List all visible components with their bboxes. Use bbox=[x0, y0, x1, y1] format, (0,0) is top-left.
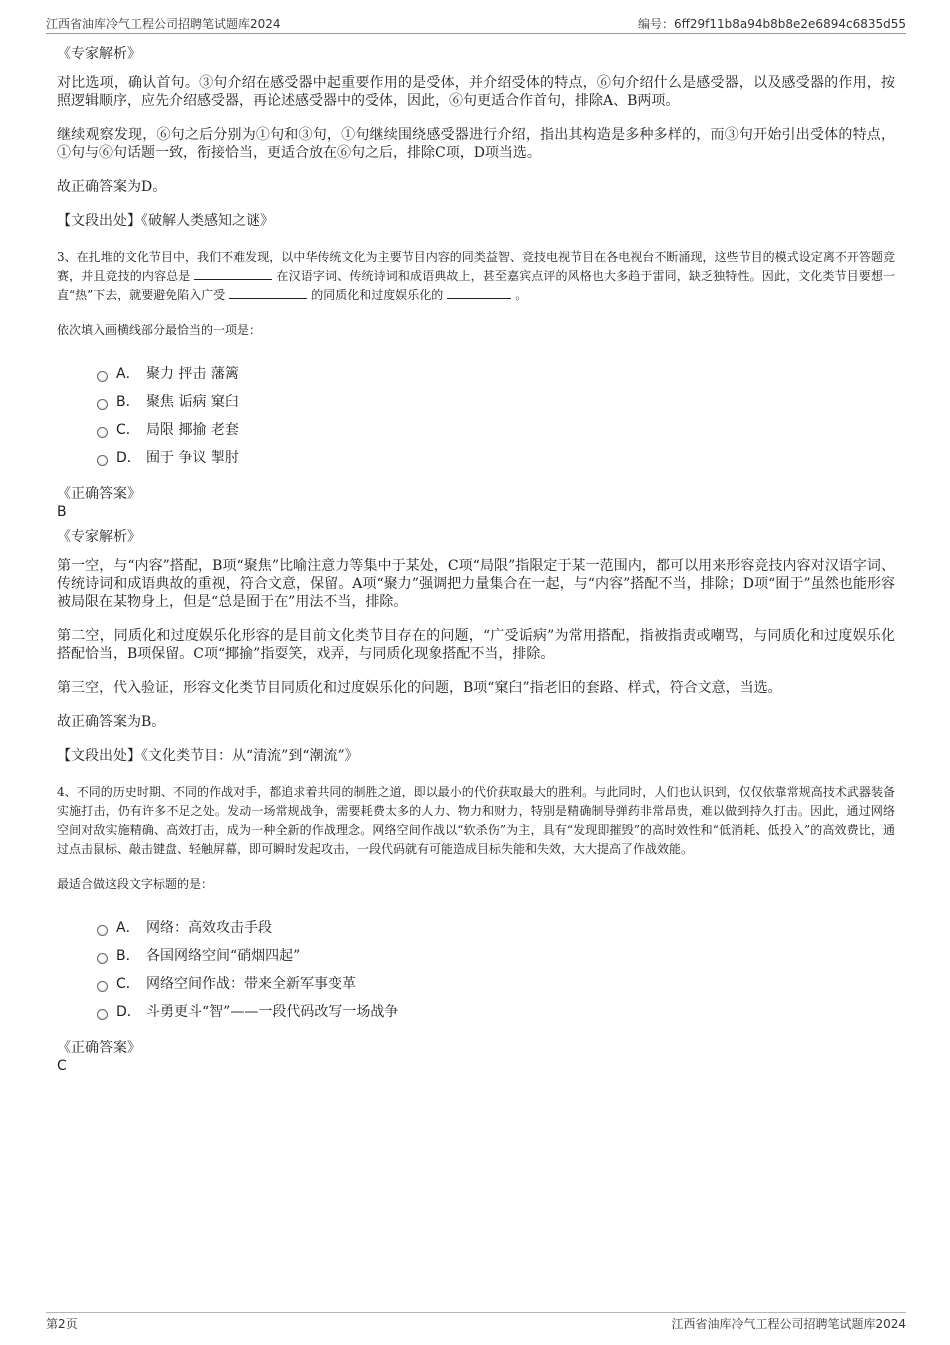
header-title: 江西省油库冷气工程公司招聘笔试题库2024 bbox=[46, 17, 281, 31]
radio-icon[interactable] bbox=[97, 371, 108, 382]
question-3-prompt: 依次填入画横线部分最恰当的一项是： bbox=[57, 323, 262, 337]
option-a[interactable]: A． 网络：高效攻击手段 bbox=[97, 913, 895, 941]
analysis-label: 《专家解析》 bbox=[57, 529, 141, 545]
page-header bbox=[46, 13, 906, 34]
radio-icon[interactable] bbox=[97, 455, 108, 466]
correct-answer-label: 《正确答案》 bbox=[57, 1040, 141, 1056]
question-3-stem: 3、在扎堆的文化节目中，我们不难发现，以中华传统文化为主要节目内容的同类益智、竞技电视节目在各电视台不断涌现，这些节目的模式设定离不开答题竞赛，并且竞技的内容总是 在汉语字词、传统诗词和成语典故上，甚至嘉宾点评的风格也大多趋于雷同，缺乏独特性。因此，文化类节目要想一直“热”下去，就要避免陷入广受 的同质化和过度娱乐化的 。 bbox=[57, 250, 895, 302]
question-4-options bbox=[97, 913, 895, 1025]
source-citation: 【文段出处】《破解人类感知之谜》 bbox=[57, 213, 274, 229]
option-c[interactable]: C． 网络空间作战：带来全新军事变革 bbox=[97, 969, 895, 997]
radio-icon[interactable] bbox=[97, 427, 108, 438]
analysis-paragraph: 第三空，代入验证，形容文化类节目同质化和过度娱乐化的问题，B项“窠臼”指老旧的套路、样式，符合文意，当选。 bbox=[57, 680, 782, 696]
radio-icon[interactable] bbox=[97, 953, 108, 964]
fill-blank bbox=[447, 286, 511, 299]
radio-icon[interactable] bbox=[97, 925, 108, 936]
option-b[interactable]: B． 各国网络空间“硝烟四起” bbox=[97, 941, 895, 969]
correct-answer: C bbox=[57, 1058, 67, 1074]
radio-icon[interactable] bbox=[97, 1009, 108, 1020]
fill-blank bbox=[194, 267, 272, 280]
question-4-prompt: 最适合做这段文字标题的是： bbox=[57, 877, 214, 891]
radio-icon[interactable] bbox=[97, 399, 108, 410]
option-d[interactable]: D． 囿于 争议 掣肘 bbox=[97, 443, 895, 471]
footer-title: 江西省油库冷气工程公司招聘笔试题库2024 bbox=[671, 1317, 906, 1331]
question-4-stem: 4、不同的历史时期、不同的作战对手，都追求着共同的制胜之道，即以最小的代价获取最大的胜利。与此同时，人们也认识到，仅仅依靠常规高技术武器装备实施打击，仍有许多不足之处。发动一场常规战争，需要耗费太多的人力、物力和财力，特别是精确制导弹药非常昂贵，难以做到持久打击。因此，通过网络空间对敌实施精确、高效打击，成为一种全新的作战理念。网络空间作战以“软杀伤”为主，具有“发现即摧毁”的高时效性和“低消耗、低投入”的高效费比，通过点击鼠标、敲击键盘、轻触屏幕，即可瞬时发起攻击，一段代码就有可能造成目标失能和失效，大大提高了作战效能。 bbox=[57, 785, 895, 856]
option-c[interactable]: C． 局限 揶揄 老套 bbox=[97, 415, 895, 443]
analysis-paragraph: 第一空，与“内容”搭配，B项“聚焦”比喻注意力等集中于某处，C项“局限”指限定于某一范围内，都可以用来形容竞技内容对汉语字词、传统诗词和成语典故的重视，符合文意，保留。A项“聚力”强调把力量集合在一起，与“内容”搭配不当，排除；D项“囿于”虽然也能形容被局限在某物身上，但是“总是囿于在”用法不当，排除。 bbox=[57, 558, 895, 610]
document-code: 编号：6ff29f11b8a94b8b8e2e6894c6835d55 bbox=[637, 17, 906, 31]
option-d[interactable]: D． 斗勇更斗“智”——一段代码改写一场战争 bbox=[97, 997, 895, 1025]
fill-blank bbox=[229, 286, 307, 299]
source-citation: 【文段出处】《文化类节目：从“清流”到“潮流”》 bbox=[57, 748, 359, 764]
correct-answer-label: 《正确答案》 bbox=[57, 486, 141, 502]
answer-statement: 故正确答案为B。 bbox=[57, 714, 166, 730]
page-content bbox=[57, 40, 895, 1081]
correct-answer: B bbox=[57, 504, 67, 520]
page-number: 第2页 bbox=[46, 1317, 78, 1331]
analysis-paragraph: 对比选项，确认首句。③句介绍在感受器中起重要作用的是受体，并介绍受体的特点，⑥句介绍什么是感受器，以及感受器的作用，按照逻辑顺序，应先介绍感受器，再论述感受器中的受体，因此，⑥句更适合作首句，排除A、B两项。 bbox=[57, 75, 895, 109]
answer-statement: 故正确答案为D。 bbox=[57, 179, 167, 195]
analysis-label: 《专家解析》 bbox=[57, 46, 141, 62]
radio-icon[interactable] bbox=[97, 981, 108, 992]
page-footer bbox=[46, 1312, 906, 1333]
question-3-options bbox=[97, 359, 895, 471]
option-b[interactable]: B． 聚焦 诟病 窠臼 bbox=[97, 387, 895, 415]
analysis-paragraph: 继续观察发现，⑥句之后分别为①句和③句，①句继续围绕感受器进行介绍，指出其构造是多种多样的，而③句开始引出受体的特点，①句与⑥句话题一致，衔接恰当，更适合放在⑥句之后，排除C项，D项当选。 bbox=[57, 127, 895, 161]
analysis-paragraph: 第二空，同质化和过度娱乐化形容的是目前文化类节目存在的问题，“广受诟病”为常用搭配，指被指责或嘲骂，与同质化和过度娱乐化搭配恰当，B项保留。C项“揶揄”指耍笑，戏弄，与同质化现象搭配不当，排除。 bbox=[57, 628, 895, 662]
option-a[interactable]: A． 聚力 抨击 藩篱 bbox=[97, 359, 895, 387]
